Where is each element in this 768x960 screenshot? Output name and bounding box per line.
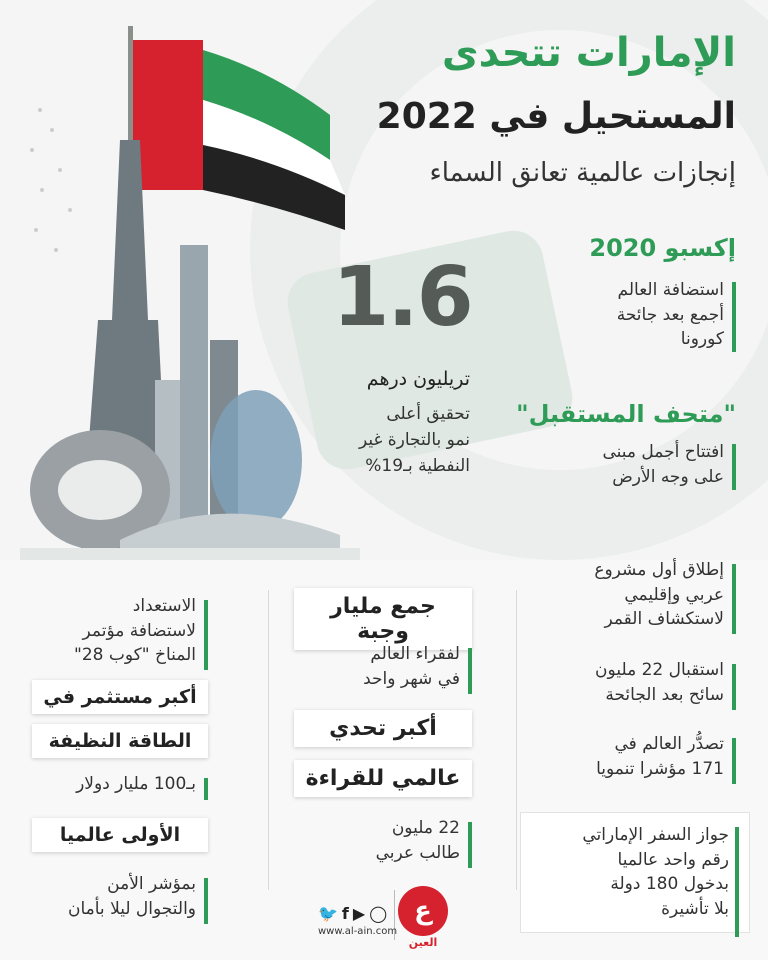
expo-block (506, 278, 736, 358)
aldar-hq (210, 390, 302, 530)
stat-desc-3: النفطية بـ19% (365, 456, 470, 476)
divider-left (268, 590, 269, 890)
title-line-1: الإمارات تتحدى (441, 30, 736, 76)
reading-title-1: أكبر تحدي (294, 710, 472, 747)
reading-line-2: طالب عربي (375, 842, 460, 863)
reading-line-1: 22 مليون (391, 818, 460, 838)
facebook-icon[interactable]: f (341, 904, 353, 923)
dots-pattern (30, 108, 72, 252)
tourism-line-1: استقبال 22 مليون (595, 660, 724, 680)
cop28-line-3: المناخ "كوب 28" (74, 645, 196, 666)
reading-title-2: عالمي للقراءة (294, 760, 472, 797)
energy-block (32, 772, 208, 797)
expo-title: إكسبو 2020 (589, 234, 736, 262)
meal-accent (468, 648, 472, 694)
reading-accent (468, 822, 472, 868)
tourism-accent (732, 664, 736, 710)
cop28-block (32, 594, 208, 668)
cop28-line-1: الاستعداد (132, 596, 196, 616)
passport-accent (735, 827, 739, 937)
museum-line-2: على وجه الأرض (612, 466, 724, 487)
museum-accent (732, 444, 736, 490)
logo-text: العين (408, 936, 438, 949)
passport-line-2: رقم واحد عالميا (617, 849, 729, 870)
energy-accent (204, 778, 208, 800)
site-url[interactable]: www.al-ain.com (318, 926, 398, 937)
passport-line-1: جواز السفر الإماراتي (582, 825, 729, 845)
moon-line-3: لاستكشاف القمر (604, 609, 724, 630)
safety-line-1: بمؤشر الأمن (107, 874, 196, 894)
museum-line-1: افتتاح أجمل مبنى (602, 442, 724, 462)
tourism-block (526, 658, 736, 707)
indicators-block (526, 732, 736, 781)
moon-accent (732, 564, 736, 634)
indicators-line-1: تصدُّر العالم في (614, 734, 724, 754)
title-line-2: المستحيل في 2022 (376, 96, 736, 137)
safety-accent (204, 878, 208, 924)
divider-right (516, 590, 517, 890)
skyline-illustration (20, 20, 360, 560)
energy-line-1: بـ100 مليار دولار (76, 774, 196, 794)
towers (155, 245, 238, 560)
twitter-icon[interactable]: 🐦 (318, 904, 342, 923)
museum-title: "متحف المستقبل" (516, 400, 736, 428)
stat-desc-1: تحقيق أعلى (386, 404, 470, 424)
meal-block (294, 642, 472, 691)
indicators-accent (732, 738, 736, 784)
stat-desc-2: نمو بالتجارة غير (358, 430, 470, 450)
expo-line-2: أجمع بعد جائحة (616, 304, 724, 325)
energy-title-2: الطاقة النظيفة (32, 724, 208, 758)
expo-accent (732, 282, 736, 352)
passport-line-4: بلا تأشيرة (661, 898, 729, 919)
meal-line-2: في شهر واحد (363, 668, 460, 689)
water (20, 548, 360, 560)
cop28-accent (204, 600, 208, 670)
expo-line-3: كورونا (680, 329, 724, 350)
social-icons (318, 904, 391, 923)
moon-line-1: إطلاق أول مشروع (594, 560, 724, 580)
logo-glyph: ع (414, 896, 432, 926)
reading-block (294, 816, 472, 865)
tourism-line-2: سائح بعد الجائحة (605, 684, 724, 705)
instagram-icon[interactable]: ◯ (369, 904, 392, 923)
safety-title: الأولى عالميا (32, 818, 208, 852)
safety-line-2: والتجوال ليلا بأمان (67, 898, 196, 919)
indicators-line-2: 171 مؤشرا تنمويا (596, 758, 724, 779)
stat-value: 1.6 (332, 250, 472, 345)
stat-unit: تريليون درهم (366, 368, 470, 390)
meal-line-1: لفقراء العالم (370, 644, 460, 664)
moon-line-2: عربي وإقليمي (624, 584, 724, 605)
subtitle: إنجازات عالمية تعانق السماء (429, 158, 736, 188)
passport-card (520, 812, 750, 933)
passport-line-3: بدخول 180 دولة (610, 874, 729, 895)
museum-block (506, 440, 736, 496)
youtube-icon[interactable]: ▶ (352, 904, 370, 923)
meal-title: جمع مليار وجبة (294, 588, 472, 650)
cop28-line-2: لاستضافة مؤتمر (82, 620, 196, 641)
uae-flag-icon (133, 40, 345, 230)
al-ain-logo[interactable] (398, 886, 448, 936)
moon-block (526, 558, 736, 632)
safety-block (32, 872, 208, 921)
energy-title-1: أكبر مستثمر في (32, 680, 208, 714)
expo-line-1: استضافة العالم (617, 280, 724, 300)
